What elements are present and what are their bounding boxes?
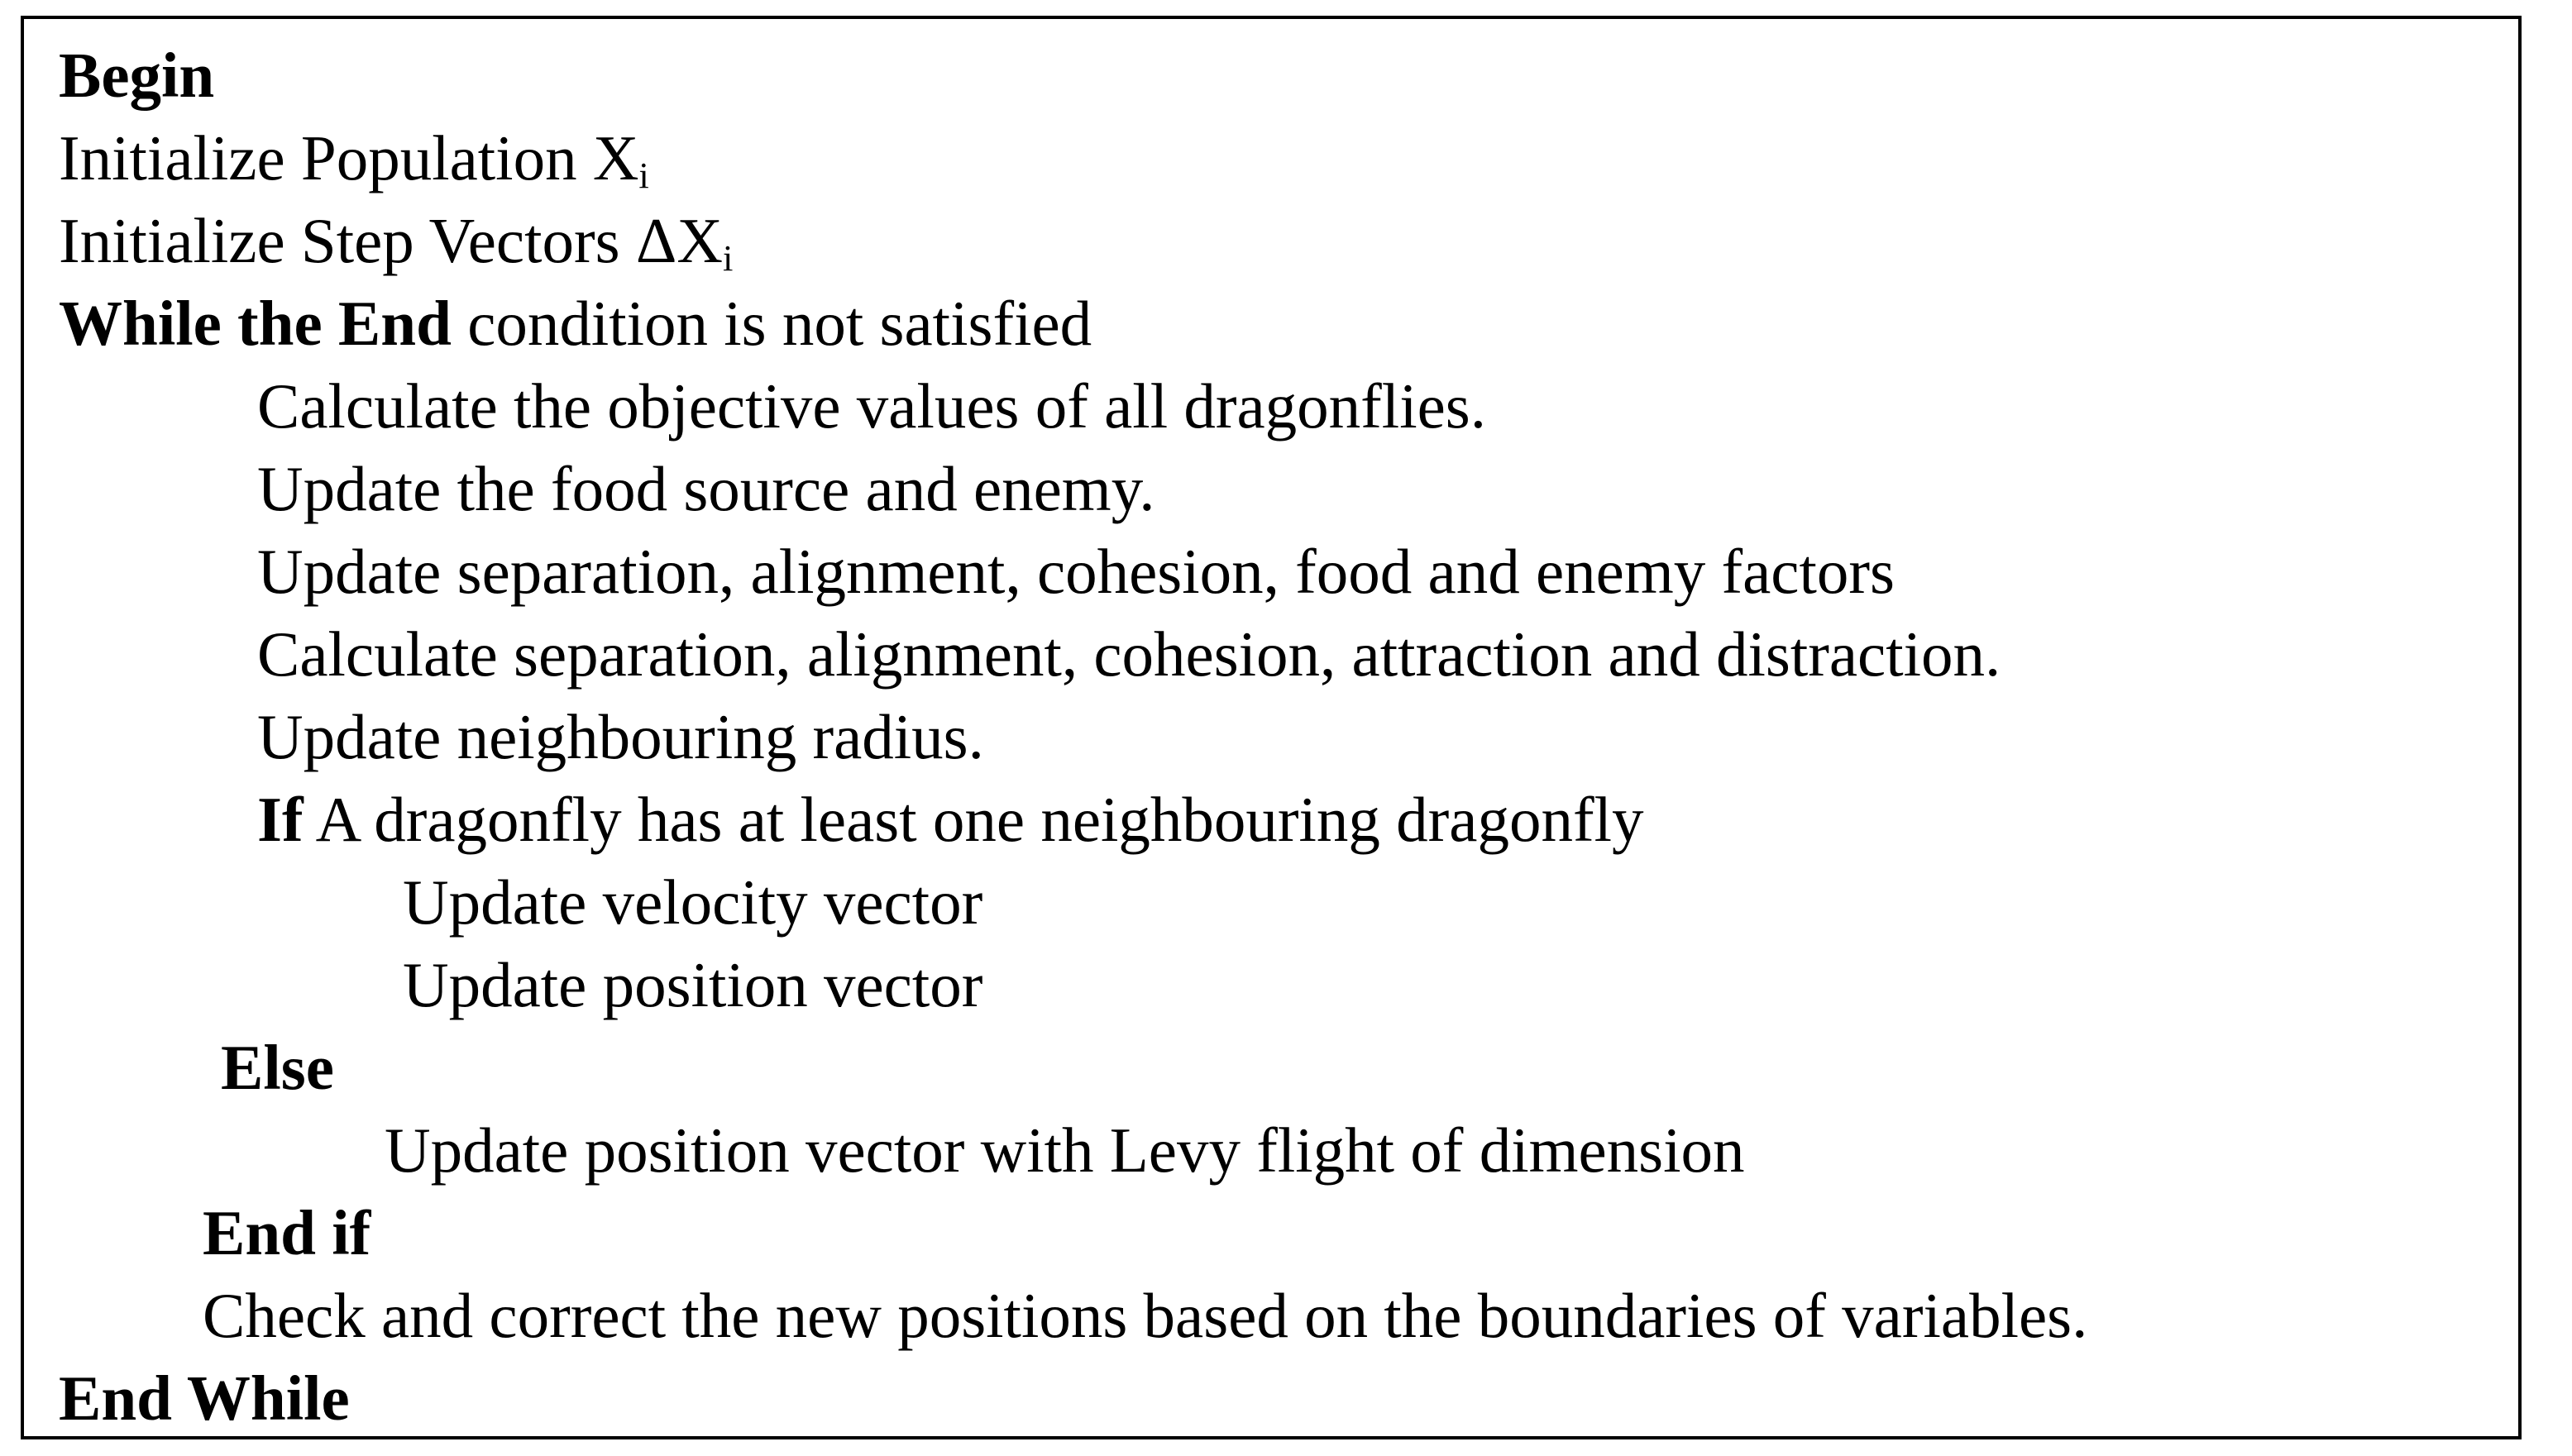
calc-objective-line	[257, 365, 1486, 447]
levy-update-line	[385, 1109, 1745, 1191]
update-velocity-line	[403, 861, 982, 943]
init-steps-text: Initialize Step Vectors ΔX	[59, 205, 723, 276]
steps-subscript: i	[722, 236, 734, 279]
while-keyword: While the End	[59, 288, 452, 359]
init-population-text: Initialize Population X	[59, 122, 639, 193]
calc-objective-text: Calculate the objective values of all dragonflies.	[257, 370, 1486, 442]
update-factors-line	[257, 530, 1895, 613]
else-keyword: Else	[221, 1032, 334, 1103]
population-subscript: i	[638, 154, 649, 196]
if-keyword: If	[257, 784, 304, 855]
update-velocity-text: Update velocity vector	[403, 866, 983, 938]
update-position-line	[403, 943, 982, 1026]
calc-behaviors-text: Calculate separation, alignment, cohesion, attraction and distraction.	[257, 618, 2001, 690]
end-if-keyword: End if	[203, 1197, 371, 1268]
end-while-keyword: End While	[59, 1363, 350, 1434]
while-line	[59, 282, 1092, 365]
update-food-text: Update the food source and enemy.	[257, 453, 1155, 524]
else-line	[221, 1026, 334, 1109]
check-bounds-text: Check and correct the new positions based on the boundaries of variables.	[203, 1280, 2088, 1351]
end-if-line	[203, 1191, 371, 1274]
while-condition: condition is not satisfied	[451, 288, 1092, 359]
update-radius-line	[257, 695, 984, 778]
update-radius-text: Update neighbouring radius.	[257, 701, 984, 772]
init-population-line	[59, 117, 649, 199]
begin-line	[59, 34, 214, 117]
begin-keyword: Begin	[59, 40, 215, 111]
levy-update-text: Update position vector with Levy flight of dimension	[385, 1115, 1745, 1186]
if-line	[257, 778, 1644, 861]
init-steps-line	[59, 199, 733, 282]
update-position-text: Update position vector	[403, 949, 983, 1020]
calc-behaviors-line	[257, 613, 2001, 695]
check-bounds-line	[203, 1274, 2087, 1357]
update-factors-text: Update separation, alignment, cohesion, food and enemy factors	[257, 536, 1895, 607]
if-condition: A dragonfly has at least one neighbouring dragonfly	[303, 784, 1644, 855]
algorithm-box	[21, 16, 2522, 1439]
end-while-line	[59, 1357, 350, 1439]
update-food-line	[257, 447, 1155, 530]
